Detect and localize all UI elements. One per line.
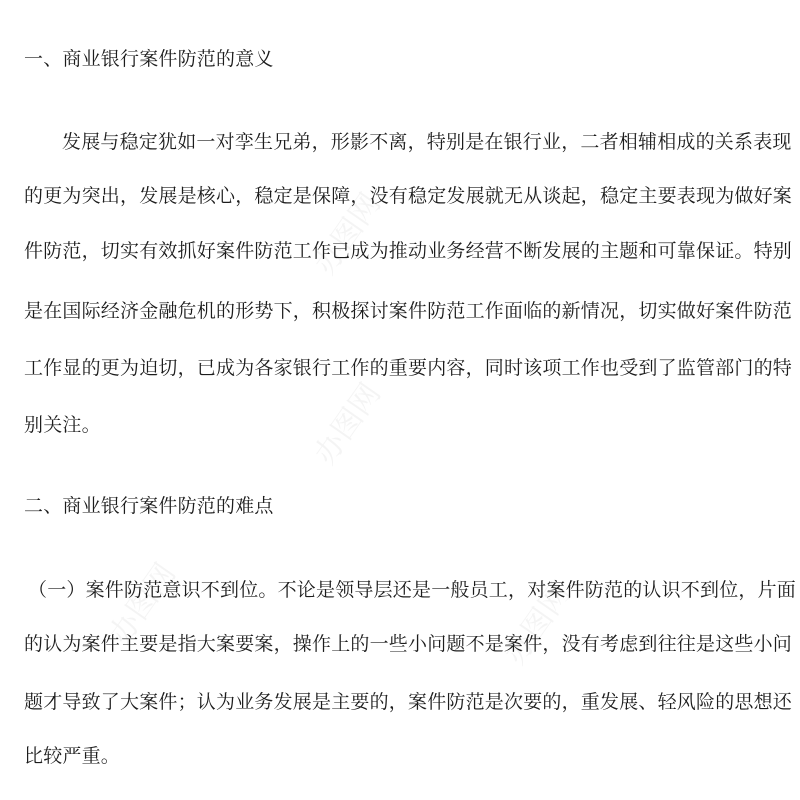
paragraph-line: 的更为突出，发展是核心，稳定是保障，没有稳定发展就无从谈起，稳定主要表现为做好案	[24, 185, 793, 207]
watermark: 办图网	[307, 377, 389, 471]
paragraph-line: 工作显的更为迫切，已成为各家银行工作的重要内容，同时该项工作也受到了监管部门的特	[24, 357, 793, 379]
paragraph-line: 的认为案件主要是指大案要案，操作上的一些小问题不是案件，没有考虑到往往是这些小问	[24, 633, 793, 655]
watermark: 办图网	[102, 557, 184, 651]
watermark: 办图网	[497, 577, 579, 671]
section-heading: 二、商业银行案件防范的难点	[24, 495, 274, 517]
paragraph-line: 比较严重。	[24, 745, 121, 767]
paragraph-line: （一）案件防范意识不到位。不论是领导层还是一般员工，对案件防范的认识不到位，片面	[28, 579, 797, 601]
paragraph-line: 别关注。	[24, 414, 101, 436]
paragraph-line: 件防范，切实有效抓好案件防范工作已成为推动业务经营不断发展的主题和可靠保证。特别	[24, 240, 793, 262]
paragraph-line: 发展与稳定犹如一对孪生兄弟，形影不离，特别是在银行业，二者相辅相成的关系表现	[62, 131, 792, 153]
paragraph-line: 是在国际经济金融危机的形势下，积极探讨案件防范工作面临的新情况，切实做好案件防范	[24, 300, 793, 322]
watermark: 办图网	[307, 187, 389, 281]
section-heading: 一、商业银行案件防范的意义	[24, 48, 274, 70]
paragraph-line: 题才导致了大案件；认为业务发展是主要的，案件防范是次要的，重发展、轻风险的思想还	[24, 691, 793, 713]
